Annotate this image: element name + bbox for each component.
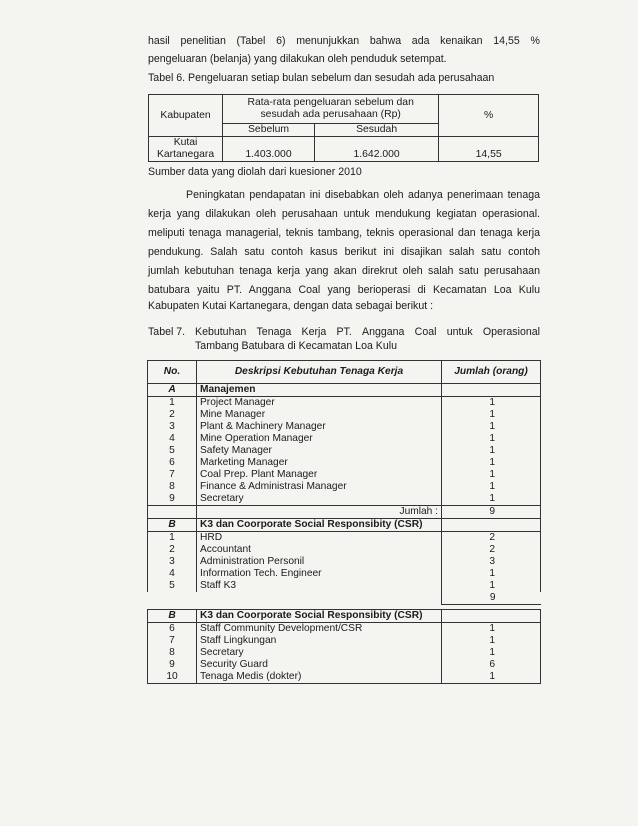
t7-total-a-label: Jumlah : — [197, 506, 442, 519]
intro-line-1-word: bahwa — [369, 35, 402, 47]
t7-section-b2-empty — [442, 610, 541, 623]
intro-line-2: pengeluaran (belanja) yang dilakukan oleh penduduk setempat. — [148, 53, 447, 65]
t6-header-kabupaten: Kabupaten — [149, 95, 223, 137]
t7-cell-desc: Staff Lingkungan — [197, 635, 442, 647]
t7-cell-jumlah: 1 — [442, 469, 541, 481]
t7-cell-desc: Mine Operation Manager — [197, 433, 442, 445]
t7-cell-jumlah: 1 — [442, 409, 541, 421]
t7-cell-no: 4 — [148, 568, 197, 580]
t7-cell-jumlah: 1 — [442, 445, 541, 457]
table7-caption-line-1-word: PT. — [336, 326, 352, 338]
table-row — [148, 481, 541, 493]
t7-cell-desc: Safety Manager — [197, 445, 442, 457]
t7-cell-jumlah: 6 — [442, 659, 541, 671]
t7-cell-no: 10 — [148, 671, 197, 684]
t7-cell-jumlah: 3 — [442, 556, 541, 568]
table7-continued — [147, 609, 541, 684]
t7-cell-no: 7 — [148, 469, 197, 481]
t7-cell-jumlah: 1 — [442, 493, 541, 506]
table6 — [148, 94, 539, 162]
t7-cell-desc: Accountant — [197, 544, 442, 556]
t7-cell-jumlah: 1 — [442, 433, 541, 445]
t7-cell-desc: Project Manager — [197, 397, 442, 410]
t7-section-b2-title: K3 dan Coorporate Social Responsibity (CSR) — [197, 610, 442, 623]
paragraph-line: pendukung. Salah satu contoh kasus berikut ini disajikan salah satu contoh — [148, 246, 540, 258]
t6-cell-sesudah: 1.642.000 — [314, 137, 438, 162]
table7-caption-line-1-word: untuk — [446, 326, 473, 338]
t7-section-b2-code: B — [148, 610, 197, 623]
t7-cell-desc: Staff Community Development/CSR — [197, 623, 442, 636]
t7-cell-no: 4 — [148, 433, 197, 445]
body-paragraph — [148, 186, 540, 300]
paragraph-line: kerja yang dilakukan oleh perusahaan untuk mendukung kegiatan operasional. — [148, 208, 540, 220]
t7-cell-desc: Tenaga Medis (dokter) — [197, 671, 442, 684]
t7-section-a-code: A — [148, 384, 197, 397]
intro-line-1-word: 14,55 — [493, 35, 520, 47]
t6-cell-percent: 14,55 — [439, 137, 539, 162]
paragraph-line: Peningkatan pendapatan ini disebabkan oleh adanya penerimaan tenaga — [186, 189, 540, 201]
t7-cell-no: 3 — [148, 421, 197, 433]
t6-cell-sebelum: 1.403.000 — [223, 137, 315, 162]
t7-cell-jumlah: 2 — [442, 544, 541, 556]
intro-line-1 — [148, 34, 540, 48]
t7-section-a-empty — [442, 384, 541, 397]
t7-cell-desc: HRD — [197, 532, 442, 545]
table-row — [148, 671, 541, 684]
table-row — [148, 532, 541, 545]
table6-source: Sumber data yang diolah dari kuesioner 2010 — [148, 166, 362, 178]
t7-cell-desc: Plant & Machinery Manager — [197, 421, 442, 433]
table7 — [147, 360, 541, 605]
table-row — [148, 544, 541, 556]
t7-cell-jumlah: 1 — [442, 457, 541, 469]
table-row — [148, 409, 541, 421]
t7-cell-desc: Coal Prep. Plant Manager — [197, 469, 442, 481]
t7-cell-jumlah: 1 — [442, 568, 541, 580]
t6-header-group-line2: sesudah ada perusahaan (Rp) — [260, 109, 401, 120]
table-row — [148, 445, 541, 457]
t7-cell-jumlah: 1 — [442, 635, 541, 647]
t7-cell-no: 9 — [148, 659, 197, 671]
intro-line-1-word: ada — [411, 35, 430, 47]
t7-cell-jumlah: 1 — [442, 481, 541, 493]
paragraph-line: jumlah kebutuhan tenaga kerja yang akan direkrut oleh salah satu perusahaan — [148, 265, 540, 277]
paragraph-line: meliputi tenaga managerial, teknis tambang, teknis operasional dan tenaga kerja — [148, 227, 540, 239]
t7-cell-jumlah: 1 — [442, 623, 541, 636]
t7-cell-jumlah: 1 — [442, 421, 541, 433]
table7-caption-line-1-word: Tenaga — [256, 326, 292, 338]
intro-line-1-word: menunjukkan — [296, 35, 360, 47]
table-row — [148, 647, 541, 659]
table-row — [148, 397, 541, 410]
table-row — [148, 556, 541, 568]
t6-kab-line1: Kutai — [173, 137, 198, 148]
intro-line-1-word: % — [530, 35, 540, 47]
t7-cell-no: 1 — [148, 532, 197, 545]
t7-cell-desc: Marketing Manager — [197, 457, 442, 469]
t7-cell-jumlah: 1 — [442, 397, 541, 410]
table7-caption-line-1-word: Kebutuhan — [195, 326, 247, 338]
table7-caption-line-1 — [195, 325, 540, 339]
t7-cell-no: 8 — [148, 481, 197, 493]
t7-section-a-title: Manajemen — [197, 384, 442, 397]
t7-total-a-empty — [148, 506, 197, 519]
t6-kab-line2: Kartanegara — [156, 149, 215, 160]
t7-cell-desc: Finance & Administrasi Manager — [197, 481, 442, 493]
t7-total-b1-value: 9 — [442, 592, 541, 605]
t7-cell-no: 2 — [148, 409, 197, 421]
t7-cell-no: 5 — [148, 445, 197, 457]
t7-cell-jumlah: 1 — [442, 647, 541, 659]
table-row — [148, 421, 541, 433]
t7-cell-desc: Security Guard — [197, 659, 442, 671]
t7-cell-no: 2 — [148, 544, 197, 556]
t7-section-b1-empty — [442, 519, 541, 532]
table7-caption-line-1-word: Operasional — [482, 326, 540, 338]
t7-cell-desc: Information Tech. Engineer — [197, 568, 442, 580]
t7-cell-no: 7 — [148, 635, 197, 647]
table7-caption-line-1-word: Anggana — [362, 326, 405, 338]
table7-caption-line-1-word: Coal — [414, 326, 437, 338]
t7-cell-no: 5 — [148, 580, 197, 592]
t7-cell-desc: Secretary — [197, 493, 442, 506]
t7-cell-no: 3 — [148, 556, 197, 568]
t7-cell-desc: Secretary — [197, 647, 442, 659]
paragraph-line: batubara yaitu PT. Anggana Coal yang berioperasi di Kecamatan Loa Kulu — [148, 284, 540, 296]
t7-header-jumlah: Jumlah (orang) — [442, 361, 541, 384]
t7-section-b1-code: B — [148, 519, 197, 532]
t7-total-b1-empty — [148, 592, 197, 605]
table7-caption-line-2: Tambang Batubara di Kecamatan Loa Kulu — [195, 340, 398, 352]
table7-caption-label: Tabel 7. — [148, 326, 186, 338]
t7-cell-no: 9 — [148, 493, 197, 506]
t7-header-desc: Deskripsi Kebutuhan Tenaga Kerja — [197, 361, 442, 384]
t6-header-sebelum: Sebelum — [223, 124, 315, 137]
t6-header-group — [223, 95, 439, 124]
t6-header-sesudah: Sesudah — [314, 124, 438, 137]
t7-section-b1-title: K3 dan Coorporate Social Responsibity (CSR) — [197, 519, 442, 532]
intro-line-1-word: (Tabel — [236, 35, 266, 47]
table6-caption: Tabel 6. Pengeluaran setiap bulan sebelum dan sesudah ada perusahaan — [148, 72, 495, 84]
t7-total-a-value: 9 — [442, 506, 541, 519]
t7-cell-no: 6 — [148, 623, 197, 636]
intro-line-1-word: hasil — [148, 35, 170, 47]
table-row — [148, 568, 541, 580]
t6-cell-kabupaten — [149, 137, 223, 162]
t7-total-b1-empty2 — [197, 592, 442, 605]
intro-line-1-word: penelitian — [180, 35, 226, 47]
table-row — [148, 457, 541, 469]
table7-caption-line-1-word: Kerja — [301, 326, 327, 338]
table-row — [148, 635, 541, 647]
t7-cell-no: 6 — [148, 457, 197, 469]
table-row — [148, 659, 541, 671]
table-row — [148, 493, 541, 506]
intro-line-1-word: 6) — [276, 35, 286, 47]
t7-cell-no: 8 — [148, 647, 197, 659]
table-row — [148, 433, 541, 445]
t7-header-no: No. — [148, 361, 197, 384]
t7-cell-no: 1 — [148, 397, 197, 410]
intro-line-1-word: kenaikan — [440, 35, 483, 47]
t7-cell-desc: Administration Personil — [197, 556, 442, 568]
table-row — [148, 580, 541, 592]
t7-cell-desc: Staff K3 — [197, 580, 442, 592]
t7-cell-jumlah: 1 — [442, 671, 541, 684]
table-row — [148, 469, 541, 481]
t6-header-percent: % — [439, 95, 539, 137]
table-row — [148, 623, 541, 636]
t7-cell-jumlah: 1 — [442, 580, 541, 592]
t7-cell-desc: Mine Manager — [197, 409, 442, 421]
paragraph-last-line: Kabupaten Kutai Kartanegara, dengan data sebagai berikut : — [148, 300, 434, 312]
t6-header-group-line1: Rata-rata pengeluaran sebelum dan — [247, 97, 414, 108]
t7-cell-jumlah: 2 — [442, 532, 541, 545]
